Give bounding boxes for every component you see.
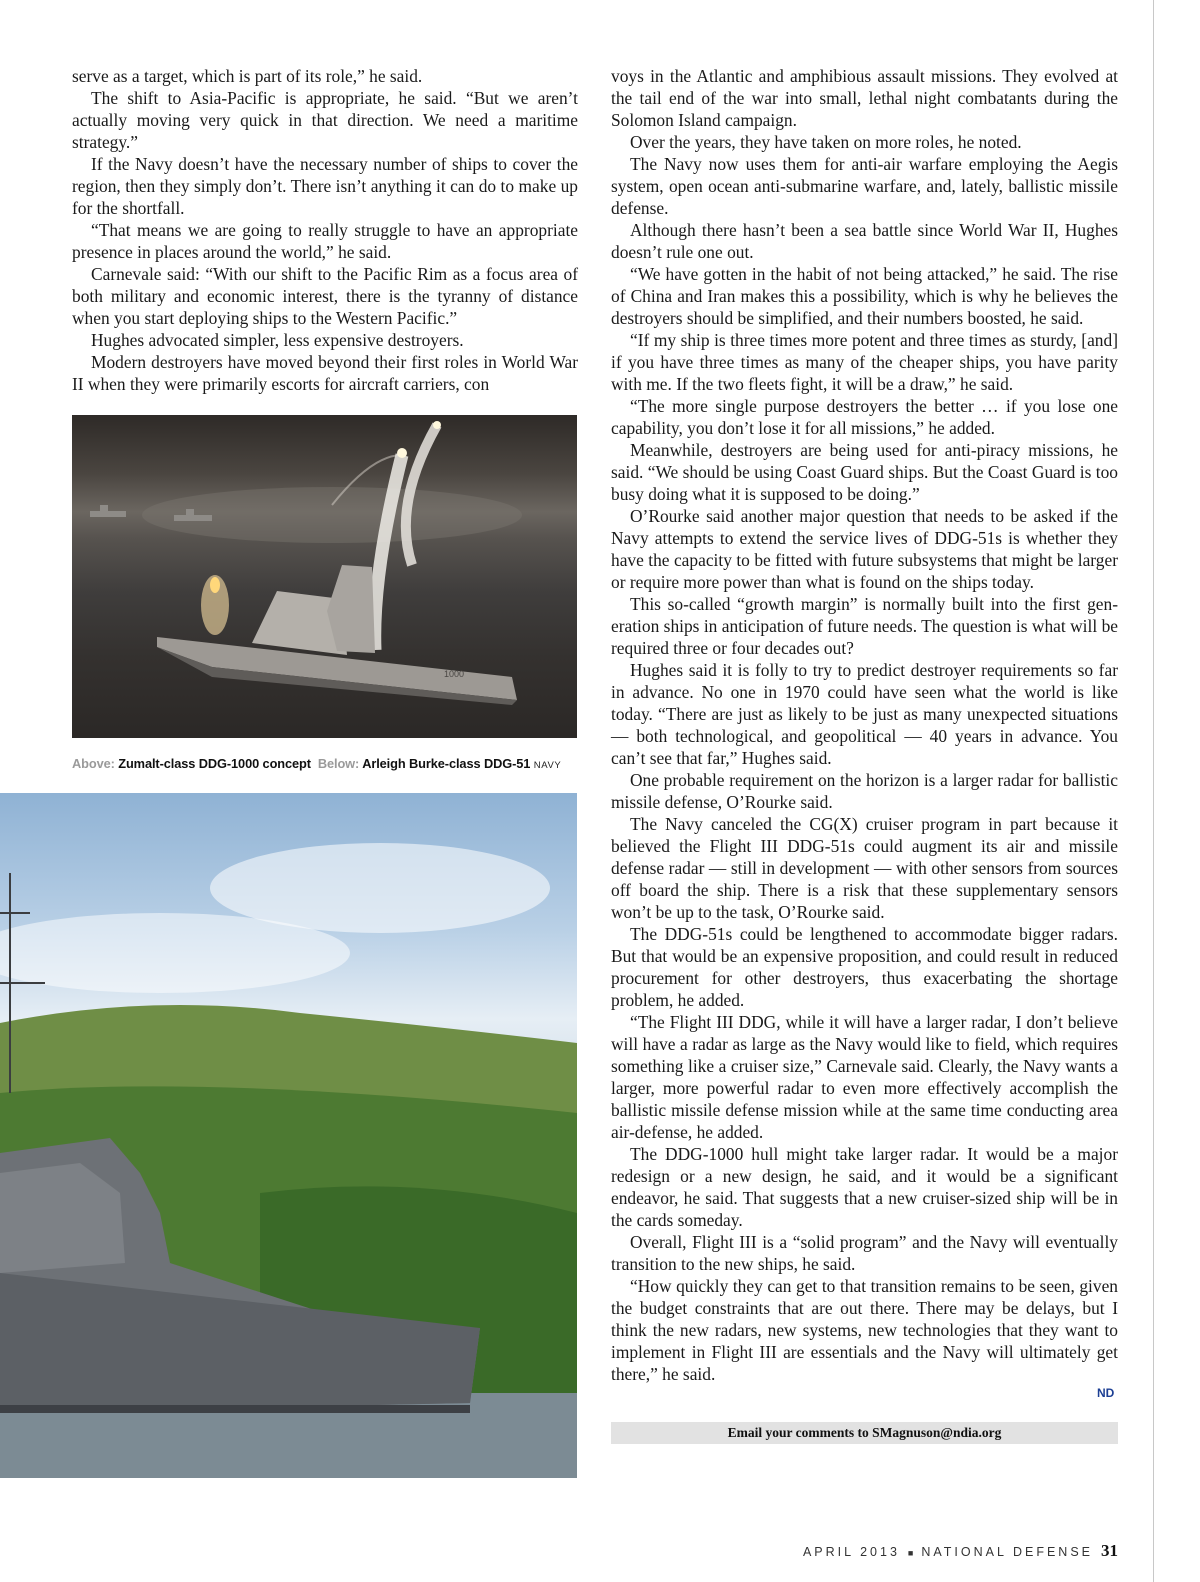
paragraph: The Navy now uses them for anti-air warfare employing the Aegis system, open ocean anti-submarine warfare, and, lately, ballistic missile defense. [611,154,1118,218]
paragraph: The shift to Asia-Pacific is appropriate, he said. “But we aren’t actually moving very quick in that direction. We need a maritime strategy.” [72,88,578,152]
paragraph: Hughes said it is folly to try to predict destroyer requirements so far in advance. No one in 1970 could have seen what the world is like today. “There are just as likely to be just as many unexpected situations — both technological, and geopolitical — 40 years in advance. You can’t see that far,” Hughes said. [611,660,1118,768]
paragraph: “If my ship is three times more potent and three times as sturdy, [and] if you have three times as many of the cheaper ships, you have parity with me. If the two fleets fight, it will be a draw,” he said. [611,330,1118,394]
paragraph: This so-called “growth margin” is normally built into the first generation ships in anticipation of future needs. The question is what will be required three or four decades out? [611,594,1118,658]
destroyer-illustration [0,793,577,1478]
paragraph: Although there hasn’t been a sea battle since World War II, Hughes doesn’t rule one out. [611,220,1118,262]
paragraph: The DDG-1000 hull might take larger radar. It would be a major redesign or a new design, he said, and it would be a significant endeavor, he said. That suggests that a new cruiser-sized ship will be in the cards someday. [611,1144,1118,1230]
paragraph: Meanwhile, destroyers are being used for anti-piracy missions, he said. “We should be using Coast Guard ships. But the Coast Guard is too busy doing what it is supposed to be doing.” [611,440,1118,504]
email-link[interactable]: SMagnuson@ndia.org [872,1425,1002,1440]
article-end-mark: ND [1097,1386,1115,1400]
page-edge-rule [1153,0,1154,1582]
paragraph: “The Flight III DDG, while it will have a larger radar, I don’t believe will have a radar as large as the Navy would like to field, which requires something like a cruiser size,” Carnevale said. Clearly, the Navy wants a larger, more powerful radar to even more effectively accomplish the ballistic missile defense mission while at the same time conducting area air-defense, he added. [611,1012,1118,1142]
paragraph: voys in the Atlantic and amphibious assault missions. They evolved at the tail end of the war into small, lethal night combatants during the Solomon Island campaign. [611,66,1118,130]
caption-below-text: Arleigh Burke-class DDG-51 [362,756,531,771]
page-number: 31 [1101,1541,1118,1560]
issue-date: APRIL 2013 [802,1545,900,1559]
email-comments-bar [611,1422,1118,1444]
paragraph: Hughes advocated simpler, less expensive destroyers. [91,330,464,350]
left-text-column [72,65,578,395]
caption-above-text: Zumalt-class DDG-1000 concept [118,756,311,771]
caption-above-label: Above: [72,756,115,771]
page-folio [803,1541,1118,1561]
paragraph: Over the years, they have taken on more roles, he noted. [630,132,1022,152]
caption-below-label: Below: [317,756,360,771]
hull-number: 1000 [444,669,465,679]
right-text-column [611,65,1118,1385]
email-prefix: Email your comments to [727,1425,869,1440]
paragraph: “We have gotten in the habit of not being attacked,” he said. The rise of China and Iran makes this a possibility, which is why he believes the destroyers should be simplified, and their numbers boosted, he said. [611,264,1118,328]
paragraph: “How quickly they can get to that transition remains to be seen, given the budget constraints that are out there. There may be delays, but I think the new radars, new systems, new technologies that they want to implement in Flight III are essentials and the Navy will ultimately get there,” he said. [611,1276,1118,1384]
zumwalt-illustration [72,415,577,738]
paragraph: “That means we are going to really struggle to have an appropriate presence in places around the world,” he said. [72,220,578,262]
paragraph: Overall, Flight III is a “solid program” and the Navy will eventually transition to the new ships, he said. [611,1232,1118,1274]
separator-square-icon: ■ [907,1548,914,1558]
photo-caption [72,756,592,771]
arleigh-burke-destroyer-photo [0,793,577,1478]
paragraph: Carnevale said: “With our shift to the Pacific Rim as a focus area of both military and economic interest, there is the tyranny of distance when you start deploying ships to the Western Pacific.” [72,264,578,328]
photo-credit: NAVY [533,760,562,771]
paragraph: The DDG-51s could be lengthened to accommodate bigger radars. But that would be an expensive proposition, and could result in reduced procurement for other destroyers, thus exacerbating the shortage problem, he added. [611,924,1118,1010]
paragraph: One probable requirement on the horizon is a larger radar for ballistic missile defense, O’Rourke said. [611,770,1118,812]
paragraph: serve as a target, which is part of its role,” he said. [72,66,423,86]
paragraph: “The more single purpose destroyers the better … if you lose one capability, you don’t lose it for all missions,” he added. [611,396,1118,438]
paragraph: Modern destroyers have moved beyond their first roles in World War II when they were primarily escorts for aircraft carriers, con [72,352,578,394]
paragraph: The Navy canceled the CG(X) cruiser program in part because it believed the Flight III DDG-51s could augment its air and missile defense radar — still in development — with other sensors from sources off board the ship. There is a risk that these supplementary sensors won’t be up to the task, O’Rourke said. [611,814,1118,922]
paragraph: O’Rourke said another major question that needs to be asked if the Navy attempts to extend the service lives of DDG-51s is whether they have the capacity to be fitted with future subsystems that might be larger or require more power than what is found on the ships today. [611,506,1118,592]
paragraph: If the Navy doesn’t have the necessary number of ships to cover the region, then they simply don’t. There isn’t anything it can do to make up for the shortfall. [72,154,578,218]
zumwalt-missile-launch-photo [72,415,577,738]
publication-name: NATIONAL DEFENSE [921,1545,1093,1559]
